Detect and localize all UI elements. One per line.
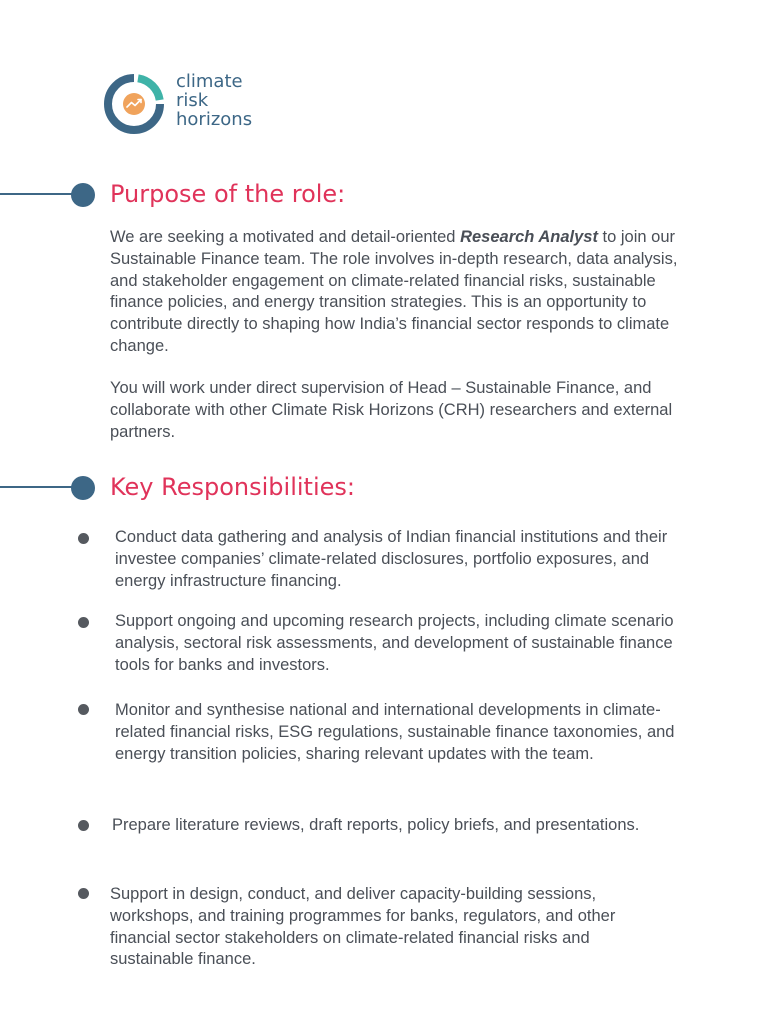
purpose-section-header	[0, 178, 768, 210]
logo-line-risk: risk	[176, 90, 209, 111]
section-marker-dot	[71, 476, 95, 500]
responsibility-text: Monitor and synthesise national and international developments in climate-related financial risks, ESG regulations, sustainable finance taxonomies, and energy transition policies, sharing relevant updates with the team.	[115, 701, 675, 763]
purpose-paragraph-1	[110, 227, 680, 358]
responsibility-text: Prepare literature reviews, draft reports, policy briefs, and presentations.	[112, 816, 640, 834]
responsibility-text: Conduct data gathering and analysis of Indian financial institutions and their investee companies’ climate-related disclosures, portfolio exposures, and energy infrastructure financing.	[115, 528, 668, 590]
bullet-dot-icon	[78, 820, 89, 831]
research-analyst-emphasis: Research Analyst	[460, 228, 598, 246]
bullet-dot-icon	[78, 533, 89, 544]
section-connector-line	[0, 193, 74, 195]
section-connector-line	[0, 486, 74, 488]
responsibilities-heading: Key Responsibilities:	[110, 473, 355, 501]
bullet-dot-icon	[78, 704, 89, 715]
logo-line-climate: climate	[176, 71, 243, 92]
section-marker-dot	[71, 183, 95, 207]
responsibilities-section-header	[0, 471, 768, 503]
logo-line-horizons: horizons	[176, 109, 253, 130]
purpose-paragraph-2: You will work under direct supervision of Head – Sustainable Finance, and collaborate with other Climate Risk Horizons (CRH) researchers and external partners.	[110, 379, 673, 441]
purpose-para1-intro: We are seeking a motivated and detail-oriented	[110, 228, 461, 246]
bullet-dot-icon	[78, 888, 89, 899]
logo-wordmark	[176, 72, 252, 129]
purpose-para1-rest: to join our Sustainable Finance team. The role involves in-depth research, data analysis, and stakeholder engagement on climate-related financial risks, sustainable finance policies, and energy transition strategies. This is an opportunity to contribute directly to shaping how India’s financial sector responds to climate change.	[110, 228, 678, 355]
responsibility-text: Support in design, conduct, and deliver capacity-building sessions, workshops, and training programmes for banks, regulators, and other financial sector stakeholders on climate-related financial risks and sustainable finance.	[110, 885, 616, 969]
purpose-heading: Purpose of the role:	[110, 180, 346, 208]
logo	[104, 72, 274, 136]
responsibility-text: Support ongoing and upcoming research projects, including climate scenario analysis, sectoral risk assessments, and development of sustainable finance tools for banks and investors.	[115, 612, 674, 674]
climate-risk-horizons-logo-icon	[104, 74, 164, 134]
bullet-dot-icon	[78, 617, 89, 628]
